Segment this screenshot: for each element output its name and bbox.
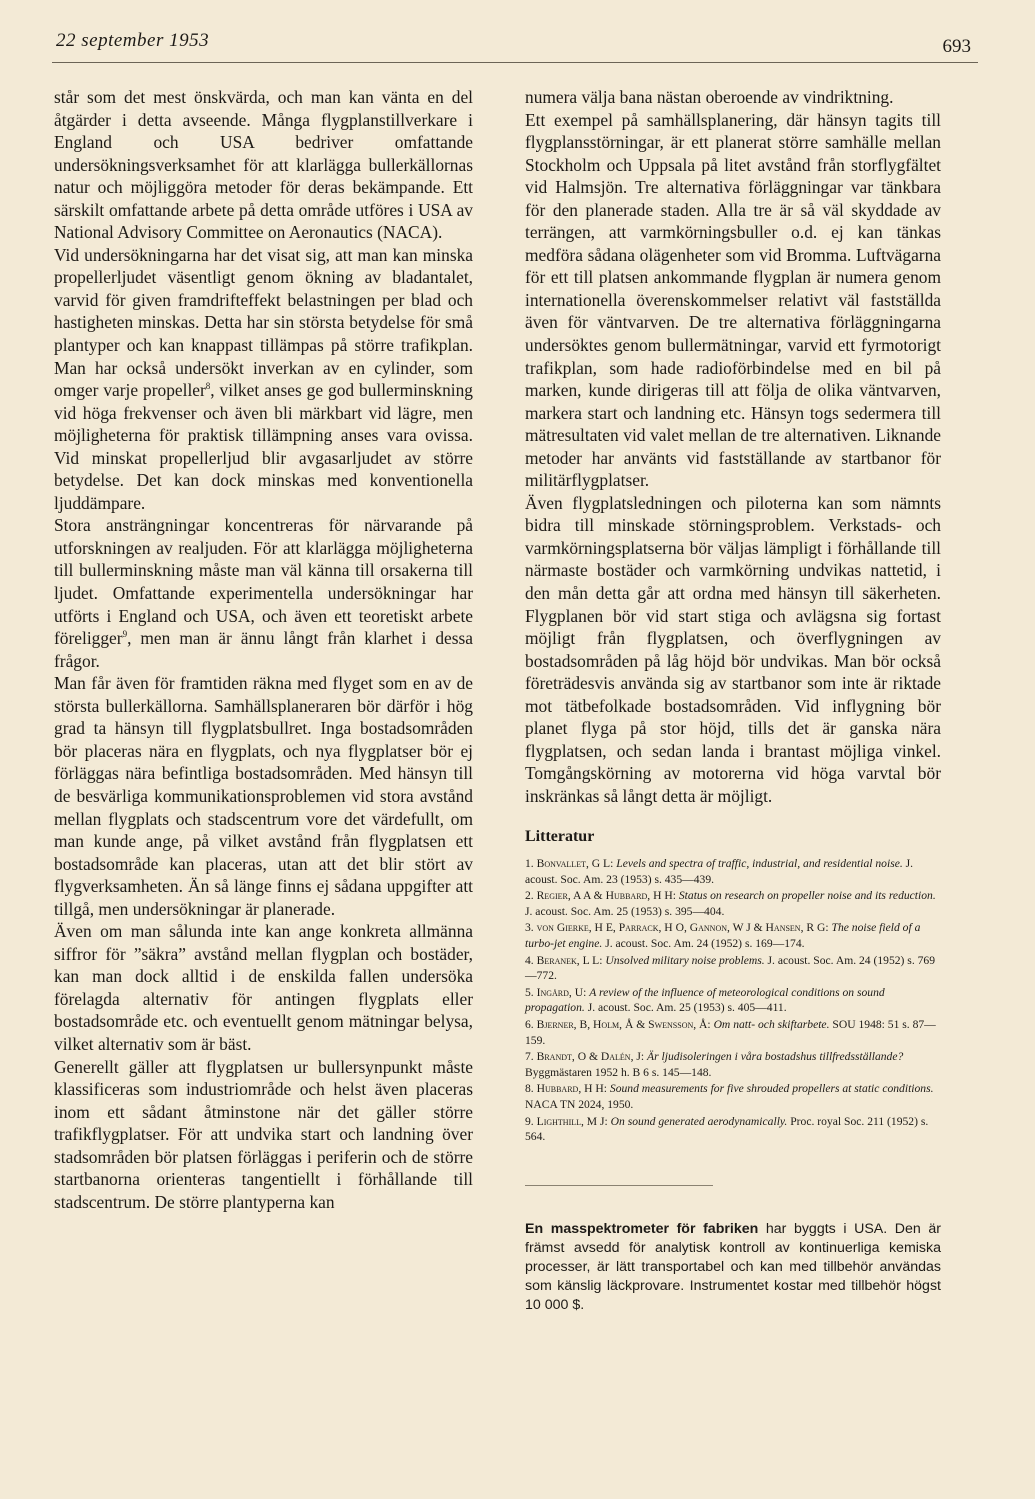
- reference-authors: Bjerner, B, Holm, Å & Swensson, Å:: [536, 1017, 711, 1031]
- news-item: [525, 1220, 941, 1315]
- reference-authors: Regier, A A & Hubbard, H H:: [536, 889, 676, 903]
- reference-source: J. acoust. Soc. Am. 25 (1953) s. 395—404.: [525, 904, 725, 918]
- reference-item: [525, 1081, 941, 1112]
- reference-authors: Hubbard, H H:: [536, 1082, 607, 1096]
- references-heading: Litteratur: [525, 827, 595, 845]
- reference-title: Om natt- och skiftarbete.: [713, 1017, 830, 1031]
- reference-title: The noise field of a turbo-jet engine.: [525, 921, 921, 951]
- reference-item: [525, 888, 941, 919]
- reference-authors: von Gierke, H E, Parrack, H O, Gannon, W J & Hansen, R G:: [536, 921, 829, 935]
- reference-item: [525, 1049, 941, 1080]
- reference-title: Sound measurements for five shrouded propellers at static conditions.: [609, 1082, 934, 1096]
- paragraph: [54, 514, 473, 672]
- paragraph: Ett exempel på samhällsplanering, där hänsyn tagits till flygplansstörningar, är ett planerat större samhälle mellan Stockholm och Uppsala på litet avstånd från storflygfältet vid Halmsjön. Tre alternativa förläggningar var tänkbara för den planerade staden. Alla tre är så väl skyddade av terrängen, att varmkörningsbuller o.d. ej kan tänkas medföra sådana olägenheter som vid Bromma. Luftvägarna för ett till platsen ankommande flygplan är numera genom internationella överenskommelser relativt väl fastställda även för väntvarven. De tre alternativa förläggningarna undersöktes genom bullermätningar, varvid ett fyrmotorigt trafikplan, som hade radioförbindelse med en bil på marken, kunde dirigeras till att följa de olika väntvarven, markera start och landning etc. Hänsyn togs sedermera till mätresultaten vid valet mellan de tre alternativen. Liknande metoder har använts vid fastställande av startbanor för militärflygplatser.: [525, 109, 941, 491]
- reference-item: [525, 856, 941, 887]
- reference-source: Byggmästaren 1952 h. B 6 s. 145—148.: [525, 1065, 712, 1079]
- paragraph: står som det mest önskvärda, och man kan vänta en del åtgärder i detta avseende. Många flygplanstillverkare i England och USA bedriver omfattande undersökningsverksamhet för att klarlägga bullerkällornas natur och möjliggöra metoder för deras bekämpande. Ett särskilt omfattande arbete på detta område utföres i USA av National Advisory Committee on Aeronautics (NACA).: [54, 87, 473, 243]
- reference-item: [525, 985, 941, 1016]
- reference-source: NACA TN 2024, 1950.: [525, 1097, 634, 1111]
- reference-title: A review of the influence of meteorological conditions on sound propagation.: [525, 985, 885, 1015]
- reference-number: 5.: [525, 985, 534, 999]
- paragraph: Man får även för framtiden räkna med flyget som en av de största bullerkällorna. Samhällsplaneraren bör därför i hög grad ta hänsyn till flygplatsbullret. Inga bostadsområden bör placeras nära en flygplats, och nya flygplatser bör ej förläggas nära befintliga bostadsområden. Med hänsyn till de besvärliga kommunikationsproblemen vid stora avstånd mellan flygplats och stadscentrum vore det värdefullt, om man kunde ange, på vilket avstånd från flygplatsen ett bostadsområde kan placeras, utan att det blir stört av flygverksamheten. Än så länge finns ej sådana uppgifter att tillgå, men undersökningar är planerade.: [54, 673, 473, 919]
- reference-authors: Brandt, O & Dalén, J:: [536, 1050, 645, 1064]
- reference-authors: Lighthill, M J:: [536, 1114, 608, 1128]
- news-body: har byggts i USA. Den är främst avsedd för analytisk kontroll av kontinuerliga kemiska processer, är lätt transportabel och kan med tillbehör användas som känslig läckprovare. Instrumentet kostar med tillbehör högst 10 000 $.: [525, 1220, 941, 1313]
- reference-authors: Ingård, U:: [536, 985, 587, 999]
- section-divider: [525, 1185, 713, 1186]
- left-column: [54, 86, 473, 1213]
- reference-item: [525, 1114, 941, 1145]
- news-lead: En masspektrometer för fabriken: [525, 1220, 759, 1237]
- reference-number: 9.: [525, 1114, 534, 1128]
- reference-title: Unsolved military noise problems.: [605, 953, 765, 967]
- reference-source: Proc. royal Soc. 211 (1952) s. 564.: [525, 1114, 929, 1144]
- reference-source: J. acoust. Soc. Am. 24 (1952) s. 169—174.: [605, 937, 805, 951]
- reference-authors: Beranek, L L:: [536, 953, 603, 967]
- header-date: 22 september 1953: [56, 30, 210, 51]
- reference-item: [525, 920, 941, 951]
- paragraph: [54, 244, 473, 515]
- paragraph-text: Stora ansträngningar koncentreras för närvarande på utforskningen av realjuden. För att klarlägga möjligheterna till bullerminskning måste man väl känna till orsakerna till ljudet. Omfattande experimentella undersökningar har utförts i England och USA, och även ett teoretiskt arbete föreligger: [54, 515, 473, 649]
- reference-source: J. acoust. Soc. Am. 24 (1952) s. 769—772.: [525, 953, 936, 983]
- reference-source: SOU 1948: 51 s. 87—159.: [525, 1017, 936, 1047]
- reference-item: [525, 1017, 941, 1048]
- paragraph: Generellt gäller att flygplatsen ur bullersynpunkt måste klassificeras som industriområde och helst även placeras inom ett sådant åtminstone när det gäller större trafikflygplatser. För att undvika start och landning över stadsområden bör platsen förläggas i periferin och de större startbanorna orienteras tangentiellt i förhållande till stadscentrum. De större plantyperna kan: [54, 1056, 473, 1212]
- reference-title: Är ljudisoleringen i våra bostadshus tillfredsställande?: [647, 1050, 904, 1064]
- reference-item: [525, 953, 941, 984]
- reference-number: 8.: [525, 1082, 534, 1096]
- reference-title: On sound generated aerodynamically.: [610, 1114, 788, 1128]
- footnote-ref: 8: [205, 381, 211, 392]
- reference-title: Levels and spectra of traffic, industrial, and residential noise.: [616, 857, 903, 871]
- header-rule: [52, 62, 978, 63]
- paragraph: Även flygplatsledningen och piloterna kan som nämnts bidra till minskade störningsproblem. Verkstads- och varmkörningsplatserna bör väljas lämpligt i förhållande till närmaste bostäder och varmkörning undvikas nattetid, i den mån detta går att ordna med hänsyn till säkerheten. Flygplanen bör vid start stiga och avlägsna sig fortast möjligt från flygplatsen, och överflygningen av bostadsområden på låg höjd bör undvikas. Man bör också företrädesvis använda sig av startbanor som inte är riktade mot tätbefolkade bostadsområden. Vid inflygning bör planet flyga på stor höjd, tills det är ganska nära flygplatsen, och sedan landa i brantast möjliga vinkel. Tomgångskörning av motorerna vid höga varvtal bör inskränkas så långt detta är möjligt.: [525, 492, 941, 806]
- right-column: [525, 86, 941, 1315]
- reference-title: Status on research on propeller noise and its reduction.: [678, 889, 936, 903]
- reference-number: 1.: [525, 857, 534, 871]
- paragraph: numera välja bana nästan oberoende av vindriktning.: [525, 87, 894, 107]
- paragraph: Även om man sålunda inte kan ange konkreta allmänna siffror för ”säkra” avstånd mellan flygplan och bostäder, kan man dock alltid i de enskilda fallen undersöka förelagda alternativ för antingen flygplats eller bostadsområde etc. och eventuellt genom mätningar belysa, vilket alternativ som är bäst.: [54, 921, 473, 1054]
- reference-number: 6.: [525, 1017, 534, 1031]
- reference-source: J. acoust. Soc. Am. 23 (1953) s. 435—439.: [525, 857, 914, 886]
- reference-authors: Bonvallet, G L:: [536, 857, 614, 871]
- reference-number: 7.: [525, 1050, 534, 1064]
- page-number: 693: [942, 36, 971, 57]
- reference-list: [525, 856, 941, 1145]
- paragraph-text: Vid undersökningarna har det visat sig, att man kan minska propellerljudet väsentligt genom ökning av bladantalet, varvid för given framdrifteffekt belastningen per blad och hastigheten minskas. Detta har sin största betydelse för små plantyper och kan knappast tillämpas på större trafikplan. Man har också undersökt inverkan av en cylinder, som omger varje propeller: [54, 244, 473, 401]
- paragraph-text: , men man är ännu långt från klarhet i dessa frågor.: [54, 628, 473, 671]
- reference-number: 3.: [525, 921, 534, 935]
- reference-number: 4.: [525, 953, 534, 967]
- footnote-ref: 9: [122, 629, 128, 640]
- paragraph-text: , vilket anses ge god bullerminskning vid höga frekvenser och även bli märkbart vid lägre, men möjligheterna för praktisk tillämpning anses vara ovissa. Vid minskat propellerljud blir avgasarljudet av större betydelse. Det kan dock minskas med konventionella ljuddämpare.: [54, 380, 474, 513]
- reference-source: J. acoust. Soc. Am. 25 (1953) s. 405—411.: [587, 1001, 787, 1015]
- reference-number: 2.: [525, 889, 534, 903]
